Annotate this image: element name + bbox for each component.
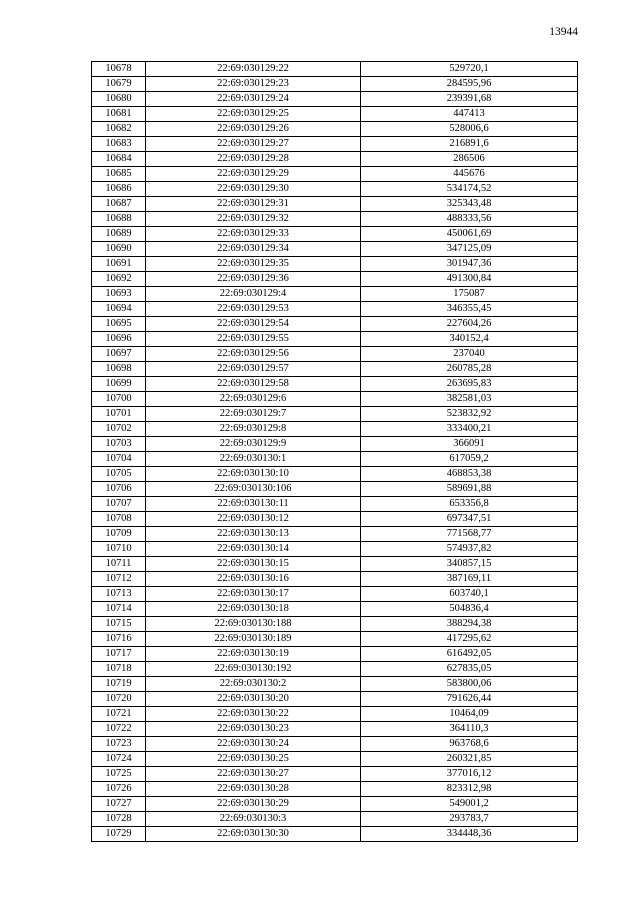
- table-row: [92, 302, 578, 317]
- table-row: [92, 227, 578, 242]
- table-row: [92, 632, 578, 647]
- row-number-cell: 10726: [92, 782, 146, 797]
- cadastral-value-cell: 417295,62: [361, 632, 578, 647]
- cadastral-number-cell: 22:69:030130:22: [146, 707, 361, 722]
- cadastral-value-cell: 227604,26: [361, 317, 578, 332]
- cadastral-number-cell: 22:69:030129:22: [146, 62, 361, 77]
- table-row: [92, 107, 578, 122]
- table-row: [92, 722, 578, 737]
- row-number-cell: 10729: [92, 827, 146, 842]
- cadastral-value-cell: 447413: [361, 107, 578, 122]
- cadastral-value-cell: 340152,4: [361, 332, 578, 347]
- cadastral-number-cell: 22:69:030129:7: [146, 407, 361, 422]
- cadastral-number-cell: 22:69:030129:55: [146, 332, 361, 347]
- table-row: [92, 692, 578, 707]
- table-row: [92, 182, 578, 197]
- table-row: [92, 512, 578, 527]
- cadastral-value-cell: 771568,77: [361, 527, 578, 542]
- cadastral-value-cell: 653356,8: [361, 497, 578, 512]
- table-row: [92, 437, 578, 452]
- row-number-cell: 10698: [92, 362, 146, 377]
- row-number-cell: 10690: [92, 242, 146, 257]
- cadastral-number-cell: 22:69:030130:1: [146, 452, 361, 467]
- row-number-cell: 10699: [92, 377, 146, 392]
- row-number-cell: 10687: [92, 197, 146, 212]
- cadastral-number-cell: 22:69:030129:25: [146, 107, 361, 122]
- cadastral-number-cell: 22:69:030129:36: [146, 272, 361, 287]
- cadastral-number-cell: 22:69:030130:2: [146, 677, 361, 692]
- row-number-cell: 10718: [92, 662, 146, 677]
- row-number-cell: 10696: [92, 332, 146, 347]
- table-row: [92, 407, 578, 422]
- cadastral-value-cell: 523832,92: [361, 407, 578, 422]
- row-number-cell: 10719: [92, 677, 146, 692]
- table-body: [92, 62, 578, 842]
- row-number-cell: 10711: [92, 557, 146, 572]
- table-row: [92, 197, 578, 212]
- table-row: [92, 257, 578, 272]
- cadastral-number-cell: 22:69:030130:192: [146, 662, 361, 677]
- cadastral-value-cell: 239391,68: [361, 92, 578, 107]
- row-number-cell: 10702: [92, 422, 146, 437]
- row-number-cell: 10706: [92, 482, 146, 497]
- row-number-cell: 10678: [92, 62, 146, 77]
- table-row: [92, 62, 578, 77]
- cadastral-number-cell: 22:69:030129:6: [146, 392, 361, 407]
- table-row: [92, 242, 578, 257]
- cadastral-value-cell: 963768,6: [361, 737, 578, 752]
- table-row: [92, 812, 578, 827]
- cadastral-value-cell: 504836,4: [361, 602, 578, 617]
- table-row: [92, 677, 578, 692]
- table-row: [92, 422, 578, 437]
- cadastral-value-cell: 387169,11: [361, 572, 578, 587]
- row-number-cell: 10685: [92, 167, 146, 182]
- cadastral-number-cell: 22:69:030129:4: [146, 287, 361, 302]
- row-number-cell: 10694: [92, 302, 146, 317]
- cadastral-value-cell: 823312,98: [361, 782, 578, 797]
- row-number-cell: 10721: [92, 707, 146, 722]
- cadastral-number-cell: 22:69:030130:14: [146, 542, 361, 557]
- row-number-cell: 10713: [92, 587, 146, 602]
- table-row: [92, 137, 578, 152]
- cadastral-value-cell: 589691,88: [361, 482, 578, 497]
- row-number-cell: 10708: [92, 512, 146, 527]
- cadastral-number-cell: 22:69:030129:28: [146, 152, 361, 167]
- table-row: [92, 152, 578, 167]
- cadastral-value-cell: 450061,69: [361, 227, 578, 242]
- cadastral-number-cell: 22:69:030130:18: [146, 602, 361, 617]
- cadastral-value-cell: 549001,2: [361, 797, 578, 812]
- table-row: [92, 317, 578, 332]
- cadastral-value-cell: 583800,06: [361, 677, 578, 692]
- table-row: [92, 482, 578, 497]
- table-row: [92, 602, 578, 617]
- table-row: [92, 92, 578, 107]
- cadastral-number-cell: 22:69:030130:189: [146, 632, 361, 647]
- cadastral-number-cell: 22:69:030129:34: [146, 242, 361, 257]
- cadastral-number-cell: 22:69:030130:30: [146, 827, 361, 842]
- cadastral-value-cell: 284595,96: [361, 77, 578, 92]
- cadastral-value-cell: 388294,38: [361, 617, 578, 632]
- table-row: [92, 377, 578, 392]
- table-row: [92, 662, 578, 677]
- row-number-cell: 10720: [92, 692, 146, 707]
- table-row: [92, 287, 578, 302]
- cadastral-value-cell: 260321,85: [361, 752, 578, 767]
- cadastral-number-cell: 22:69:030130:188: [146, 617, 361, 632]
- cadastral-number-cell: 22:69:030130:16: [146, 572, 361, 587]
- cadastral-number-cell: 22:69:030129:57: [146, 362, 361, 377]
- cadastral-value-cell: 603740,1: [361, 587, 578, 602]
- table-row: [92, 467, 578, 482]
- cadastral-number-cell: 22:69:030129:8: [146, 422, 361, 437]
- cadastral-value-cell: 491300,84: [361, 272, 578, 287]
- cadastral-number-cell: 22:69:030129:23: [146, 77, 361, 92]
- page-number: 13944: [549, 26, 578, 38]
- table-row: [92, 497, 578, 512]
- cadastral-value-cell: 528006,6: [361, 122, 578, 137]
- cadastral-number-cell: 22:69:030129:54: [146, 317, 361, 332]
- cadastral-number-cell: 22:69:030129:58: [146, 377, 361, 392]
- cadastral-value-cell: 340857,15: [361, 557, 578, 572]
- cadastral-number-cell: 22:69:030130:23: [146, 722, 361, 737]
- cadastral-number-cell: 22:69:030130:13: [146, 527, 361, 542]
- table-row: [92, 572, 578, 587]
- row-number-cell: 10682: [92, 122, 146, 137]
- cadastral-number-cell: 22:69:030130:25: [146, 752, 361, 767]
- row-number-cell: 10686: [92, 182, 146, 197]
- cadastral-value-table: [91, 61, 578, 842]
- table-row: [92, 767, 578, 782]
- table-row: [92, 752, 578, 767]
- table-row: [92, 827, 578, 842]
- cadastral-number-cell: 22:69:030129:27: [146, 137, 361, 152]
- row-number-cell: 10681: [92, 107, 146, 122]
- row-number-cell: 10714: [92, 602, 146, 617]
- row-number-cell: 10695: [92, 317, 146, 332]
- cadastral-number-cell: 22:69:030129:26: [146, 122, 361, 137]
- row-number-cell: 10717: [92, 647, 146, 662]
- cadastral-value-cell: 445676: [361, 167, 578, 182]
- table-row: [92, 797, 578, 812]
- row-number-cell: 10680: [92, 92, 146, 107]
- cadastral-number-cell: 22:69:030130:15: [146, 557, 361, 572]
- table-row: [92, 347, 578, 362]
- row-number-cell: 10683: [92, 137, 146, 152]
- row-number-cell: 10727: [92, 797, 146, 812]
- table-row: [92, 212, 578, 227]
- table-row: [92, 707, 578, 722]
- row-number-cell: 10679: [92, 77, 146, 92]
- cadastral-number-cell: 22:69:030129:29: [146, 167, 361, 182]
- cadastral-value-cell: 627835,05: [361, 662, 578, 677]
- table-row: [92, 542, 578, 557]
- cadastral-number-cell: 22:69:030130:27: [146, 767, 361, 782]
- table-row: [92, 167, 578, 182]
- cadastral-value-cell: 382581,03: [361, 392, 578, 407]
- cadastral-value-cell: 237040: [361, 347, 578, 362]
- cadastral-value-cell: 347125,09: [361, 242, 578, 257]
- cadastral-number-cell: 22:69:030130:10: [146, 467, 361, 482]
- row-number-cell: 10693: [92, 287, 146, 302]
- cadastral-number-cell: 22:69:030129:24: [146, 92, 361, 107]
- cadastral-number-cell: 22:69:030129:56: [146, 347, 361, 362]
- cadastral-number-cell: 22:69:030129:33: [146, 227, 361, 242]
- cadastral-number-cell: 22:69:030129:31: [146, 197, 361, 212]
- cadastral-value-cell: 334448,36: [361, 827, 578, 842]
- cadastral-value-cell: 529720,1: [361, 62, 578, 77]
- row-number-cell: 10703: [92, 437, 146, 452]
- cadastral-value-cell: 301947,36: [361, 257, 578, 272]
- cadastral-number-cell: 22:69:030130:17: [146, 587, 361, 602]
- table-row: [92, 362, 578, 377]
- cadastral-number-cell: 22:69:030130:28: [146, 782, 361, 797]
- row-number-cell: 10704: [92, 452, 146, 467]
- cadastral-number-cell: 22:69:030129:35: [146, 257, 361, 272]
- cadastral-value-cell: 286506: [361, 152, 578, 167]
- cadastral-number-cell: 22:69:030129:53: [146, 302, 361, 317]
- cadastral-value-cell: 216891,6: [361, 137, 578, 152]
- cadastral-value-cell: 574937,82: [361, 542, 578, 557]
- table-row: [92, 647, 578, 662]
- table-row: [92, 77, 578, 92]
- row-number-cell: 10691: [92, 257, 146, 272]
- cadastral-value-cell: 488333,56: [361, 212, 578, 227]
- table-row: [92, 332, 578, 347]
- row-number-cell: 10688: [92, 212, 146, 227]
- row-number-cell: 10709: [92, 527, 146, 542]
- row-number-cell: 10716: [92, 632, 146, 647]
- row-number-cell: 10701: [92, 407, 146, 422]
- cadastral-number-cell: 22:69:030130:12: [146, 512, 361, 527]
- cadastral-number-cell: 22:69:030130:20: [146, 692, 361, 707]
- row-number-cell: 10705: [92, 467, 146, 482]
- row-number-cell: 10689: [92, 227, 146, 242]
- row-number-cell: 10715: [92, 617, 146, 632]
- row-number-cell: 10712: [92, 572, 146, 587]
- cadastral-value-cell: 175087: [361, 287, 578, 302]
- cadastral-value-cell: 263695,83: [361, 377, 578, 392]
- row-number-cell: 10724: [92, 752, 146, 767]
- table-row: [92, 122, 578, 137]
- cadastral-value-cell: 366091: [361, 437, 578, 452]
- cadastral-value-cell: 377016,12: [361, 767, 578, 782]
- cadastral-value-cell: 616492,05: [361, 647, 578, 662]
- table-row: [92, 557, 578, 572]
- cadastral-number-cell: 22:69:030130:106: [146, 482, 361, 497]
- cadastral-number-cell: 22:69:030130:24: [146, 737, 361, 752]
- row-number-cell: 10692: [92, 272, 146, 287]
- cadastral-value-cell: 260785,28: [361, 362, 578, 377]
- table-row: [92, 737, 578, 752]
- table-row: [92, 587, 578, 602]
- cadastral-number-cell: 22:69:030130:29: [146, 797, 361, 812]
- cadastral-value-cell: 293783,7: [361, 812, 578, 827]
- row-number-cell: 10700: [92, 392, 146, 407]
- table-row: [92, 782, 578, 797]
- cadastral-value-cell: 534174,52: [361, 182, 578, 197]
- cadastral-number-cell: 22:69:030129:9: [146, 437, 361, 452]
- table-row: [92, 392, 578, 407]
- cadastral-value-cell: 791626,44: [361, 692, 578, 707]
- table-row: [92, 527, 578, 542]
- cadastral-value-cell: 333400,21: [361, 422, 578, 437]
- cadastral-value-cell: 10464,09: [361, 707, 578, 722]
- cadastral-number-cell: 22:69:030130:3: [146, 812, 361, 827]
- row-number-cell: 10707: [92, 497, 146, 512]
- table-row: [92, 272, 578, 287]
- cadastral-number-cell: 22:69:030130:19: [146, 647, 361, 662]
- row-number-cell: 10725: [92, 767, 146, 782]
- cadastral-value-cell: 325343,48: [361, 197, 578, 212]
- cadastral-number-cell: 22:69:030129:30: [146, 182, 361, 197]
- row-number-cell: 10723: [92, 737, 146, 752]
- cadastral-value-cell: 364110,3: [361, 722, 578, 737]
- cadastral-value-cell: 468853,38: [361, 467, 578, 482]
- table-row: [92, 617, 578, 632]
- cadastral-value-cell: 346355,45: [361, 302, 578, 317]
- cadastral-value-cell: 697347,51: [361, 512, 578, 527]
- row-number-cell: 10722: [92, 722, 146, 737]
- cadastral-value-cell: 617059,2: [361, 452, 578, 467]
- row-number-cell: 10728: [92, 812, 146, 827]
- cadastral-number-cell: 22:69:030129:32: [146, 212, 361, 227]
- row-number-cell: 10697: [92, 347, 146, 362]
- table-row: [92, 452, 578, 467]
- cadastral-number-cell: 22:69:030130:11: [146, 497, 361, 512]
- row-number-cell: 10684: [92, 152, 146, 167]
- row-number-cell: 10710: [92, 542, 146, 557]
